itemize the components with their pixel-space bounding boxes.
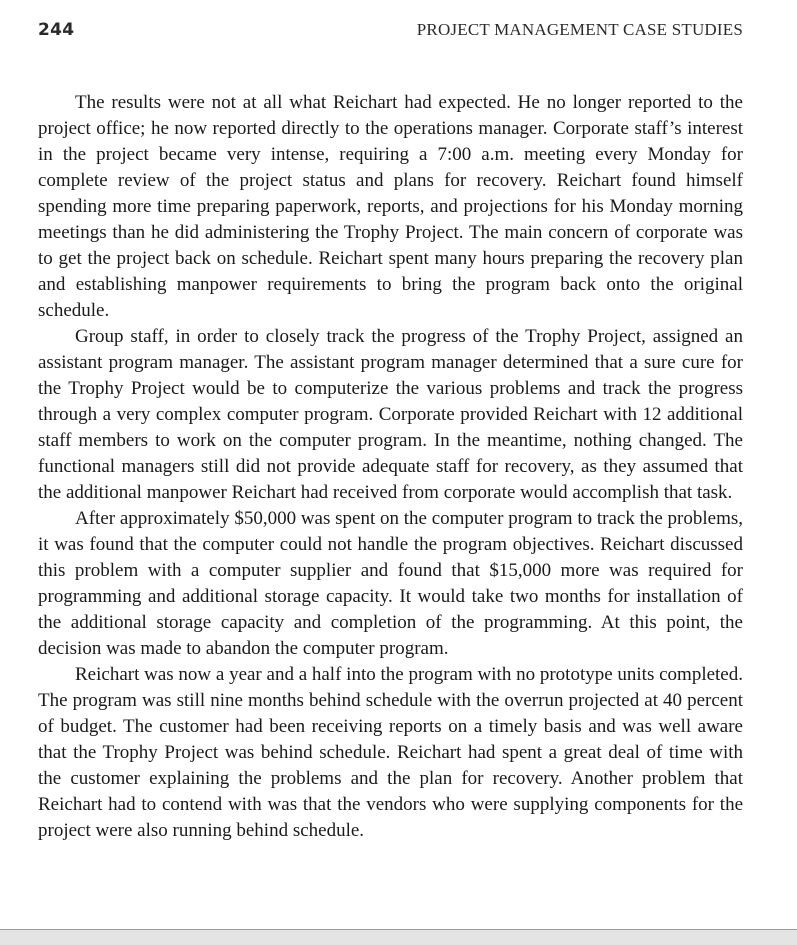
running-head: PROJECT MANAGEMENT CASE STUDIES <box>416 20 743 39</box>
body-text <box>38 90 743 844</box>
page-number: 244 <box>38 20 75 40</box>
paragraph: Reichart was now a year and a half into the program with no prototype units completed. The program was still nine months behind schedule with the overrun projected at 40 percent of budget. The customer had been receiving reports on a timely basis and was well aware that the Trophy Project was behind schedule. Reichart had spent a great deal of time with the customer explaining the problems and the plan for recovery. Another problem that Reichart had to contend with was that the vendors who were supplying components for the project were also running behind schedule. <box>38 664 743 841</box>
paragraph: Group staff, in order to closely track the progress of the Trophy Project, assigned an assistant program manager. The assistant program manager determined that a sure cure for the Trophy Project would be to computerize the various problems and track the progress through a very complex computer program. Corporate provided Reichart with 12 additional staff members to work on the computer program. In the meantime, nothing changed. The functional managers still did not provide adequate staff for recovery, as they assumed that the additional manpower Reichart had received from corporate would accomplish that task. <box>38 326 743 503</box>
page-bottom-strip <box>0 930 797 945</box>
paragraph: The results were not at all what Reichart had expected. He no longer reported to the project office; he now reported directly to the operations manager. Corporate staff’s interest in the project became very intense, requiring a 7:00 a.m. meeting every Monday for complete review of the project status and plans for recovery. Reichart found himself spending more time preparing paperwork, reports, and projections for his Monday morning meetings than he did administering the Trophy Project. The main concern of corporate was to get the project back on schedule. Reichart spent many hours preparing the recovery plan and establishing manpower requirements to bring the program back onto the original schedule. <box>38 92 743 321</box>
paragraph: After approximately $50,000 was spent on the computer program to track the problems, it was found that the computer could not handle the program objectives. Reichart discussed this problem with a computer supplier and found that $15,000 more was required for programming and additional storage capacity. It would take two months for installation of the additional storage capacity and completion of the programming. At this point, the decision was made to abandon the computer program. <box>38 508 743 659</box>
